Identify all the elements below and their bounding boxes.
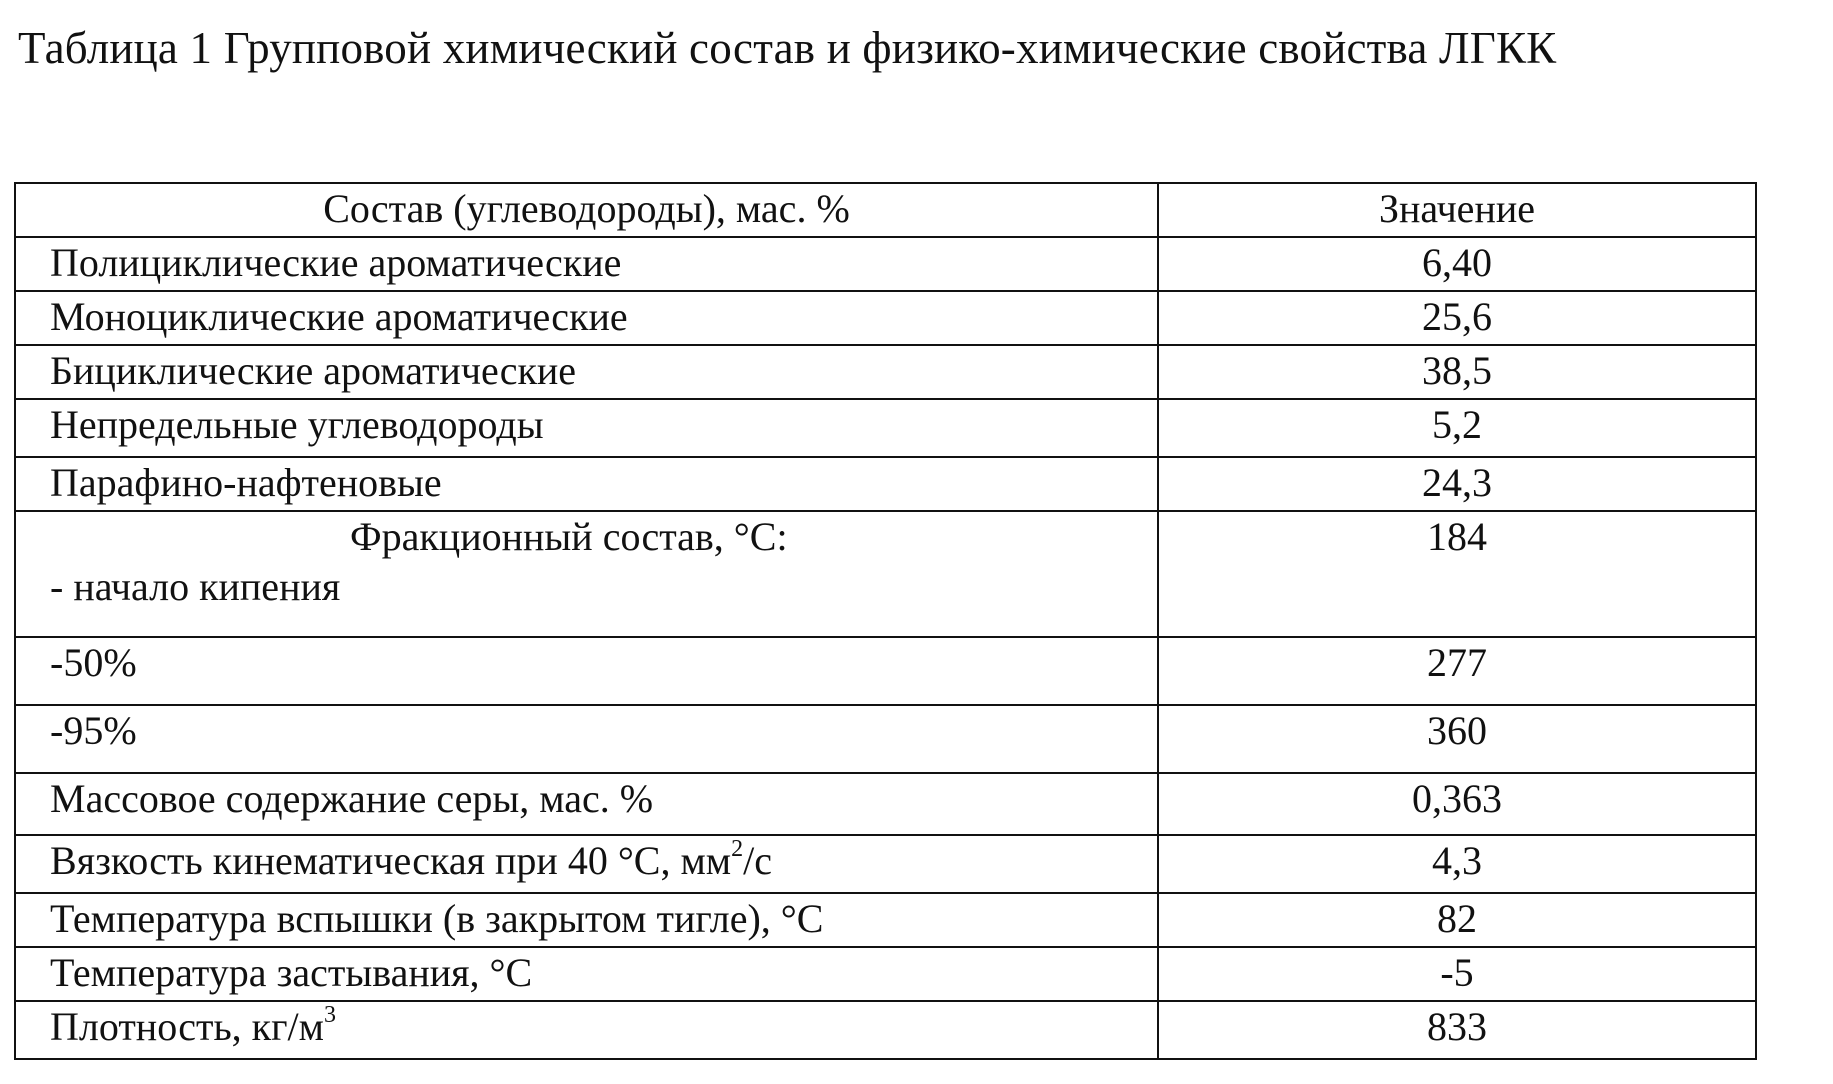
row-value: 833	[1158, 1001, 1756, 1059]
row-value: -5	[1158, 947, 1756, 1001]
table-row	[15, 637, 1756, 705]
table-row	[15, 399, 1756, 457]
table-row	[15, 291, 1756, 345]
row-label	[15, 835, 1158, 893]
table-header-row	[15, 183, 1756, 237]
row-label: Непредельные углеводороды	[15, 399, 1158, 457]
superscript-three: 3	[323, 1002, 336, 1028]
row-label: Массовое содержание серы, мас. %	[15, 773, 1158, 835]
table-row	[15, 893, 1756, 947]
row-value: 277	[1158, 637, 1756, 705]
table-caption: Таблица 1 Групповой химический состав и физико-химические свойства ЛГКК	[18, 23, 1557, 73]
row-label: Температура вспышки (в закрытом тигле), °С	[15, 893, 1158, 947]
row-value: 5,2	[1158, 399, 1756, 457]
row-label: Парафино-нафтеновые	[15, 457, 1158, 511]
row-label: Температура застывания, °С	[15, 947, 1158, 1001]
column-header-composition: Состав (углеводороды), мас. %	[15, 183, 1158, 237]
row-label: -95%	[15, 705, 1158, 773]
data-table-container	[14, 182, 1755, 1060]
table-row	[15, 237, 1756, 291]
density-label-text: Плотность, кг/м	[50, 1004, 324, 1049]
table-row	[15, 345, 1756, 399]
row-label	[15, 1001, 1158, 1059]
table-row	[15, 1001, 1756, 1059]
row-label: -50%	[15, 637, 1158, 705]
row-value: 38,5	[1158, 345, 1756, 399]
superscript-two: 2	[731, 836, 744, 862]
table-row	[15, 705, 1756, 773]
row-value: 360	[1158, 705, 1756, 773]
composition-properties-table	[14, 182, 1757, 1060]
row-value: 4,3	[1158, 835, 1756, 893]
table-row	[15, 511, 1756, 637]
row-label: Моноциклические ароматические	[15, 291, 1158, 345]
column-header-value: Значение	[1158, 183, 1756, 237]
table-row	[15, 947, 1756, 1001]
row-value: 0,363	[1158, 773, 1756, 835]
viscosity-unit-tail: /с	[743, 838, 772, 883]
row-value: 6,40	[1158, 237, 1756, 291]
row-value: 24,3	[1158, 457, 1756, 511]
table-row	[15, 773, 1756, 835]
fractional-composition-label: Фракционный состав, °С:	[350, 514, 788, 559]
row-label: Бициклические ароматические	[15, 345, 1158, 399]
table-row	[15, 457, 1756, 511]
row-label: Полициклические ароматические	[15, 237, 1158, 291]
boiling-start-label: - начало кипения	[50, 564, 341, 609]
row-value: 184	[1158, 511, 1756, 637]
row-label	[15, 511, 1158, 637]
viscosity-label-text: Вязкость кинематическая при 40 °С, мм	[50, 838, 732, 883]
table-row	[15, 835, 1756, 893]
row-value: 82	[1158, 893, 1756, 947]
row-value: 25,6	[1158, 291, 1756, 345]
